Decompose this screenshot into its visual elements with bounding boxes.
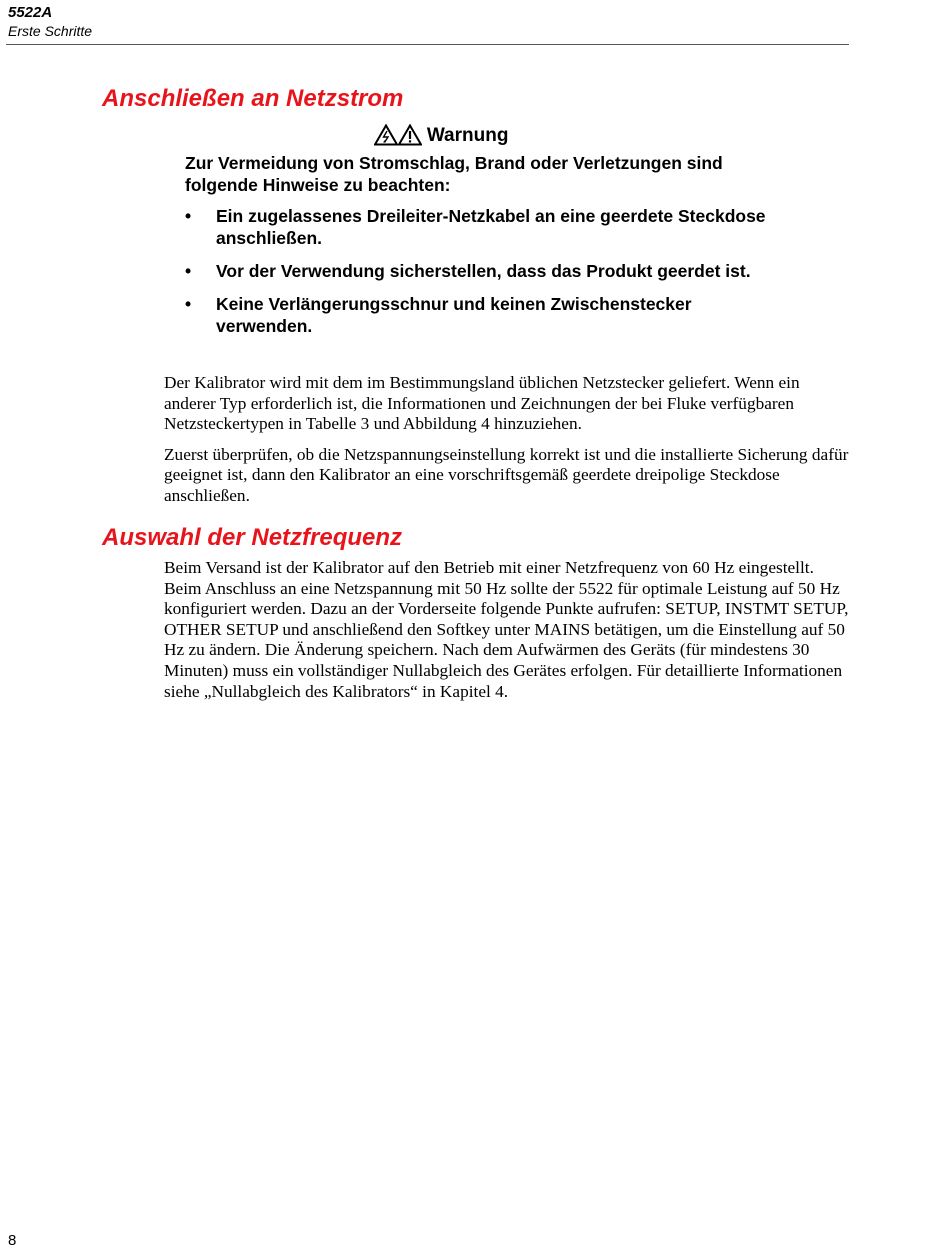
page-header [8, 3, 849, 40]
warning-item [185, 260, 785, 282]
caution-warning-icon [398, 124, 422, 146]
warning-item-text: Keine Verlängerungsschnur und keinen Zwischenstecker verwenden. [216, 294, 692, 336]
warning-intro: Zur Vermeidung von Stromschlag, Brand oder Verletzungen sind folgende Hinweise zu beachten: [185, 153, 723, 195]
section2-body [164, 558, 854, 712]
bullet-icon: • [185, 206, 192, 226]
page-number: 8 [8, 1232, 17, 1249]
body-paragraph: Der Kalibrator wird mit dem im Bestimmungsland üblichen Netzstecker geliefert. Wenn ein anderer Typ erforderlich ist, die Informationen und Zeichnungen der bei Fluke verfügbaren Netzsteckertypen in Tabelle 3 und Abbildung 4 hinzuziehen. [164, 373, 800, 434]
warning-box [185, 122, 785, 348]
warning-item-text: Vor der Verwendung sicherstellen, dass das Produkt geerdet ist. [216, 261, 751, 281]
bullet-icon: • [185, 261, 192, 281]
section-heading-frequency: Auswahl der Netzfrequenz [102, 524, 403, 551]
body-paragraph: Zuerst überprüfen, ob die Netzspannungseinstellung korrekt ist und die installierte Sicherung dafür geeignet ist, dann den Kalibrator an eine vorschriftsgemäß geerdete dreipolige Steckdose anschließen. [164, 444, 849, 505]
body-paragraph: Beim Versand ist der Kalibrator auf den Betrieb mit einer Netzfrequenz von 60 Hz eingestellt. Beim Anschluss an eine Netzspannung mit 50 Hz sollte der 5522 für optimale Leistung auf 50 Hz konfiguriert werden. Dazu an der Vorderseite folgende Punkte aufrufen: SETUP, INSTMT SETUP, OTHER SETUP und anschließend den Softkey unter MAINS betätigen, um die Einstellung auf 50 Hz zu ändern. Die Änderung speichern. Nach dem Aufwärmen des Geräts (für mindestens 30 Minuten) muss ein vollständiger Nullabgleich des Gerätes erfolgen. Für detaillierte Informationen siehe „Nullabgleich des Kalibrators“ in Kapitel 4. [164, 558, 849, 701]
bullet-icon: • [185, 294, 192, 314]
warning-item [185, 293, 785, 337]
warning-list [185, 205, 785, 337]
section-heading-power: Anschließen an Netzstrom [102, 85, 404, 112]
section1-body [164, 373, 854, 517]
warning-title: Warnung [426, 125, 509, 146]
warning-item [185, 205, 785, 249]
header-divider [6, 44, 849, 45]
electric-shock-warning-icon [374, 124, 398, 146]
header-chapter: Erste Schritte [8, 23, 93, 39]
warning-item-text: Ein zugelassenes Dreileiter-Netzkabel an eine geerdete Steckdose anschließen. [216, 206, 766, 248]
warning-title-row [125, 122, 757, 150]
header-product: 5522A [8, 4, 53, 21]
